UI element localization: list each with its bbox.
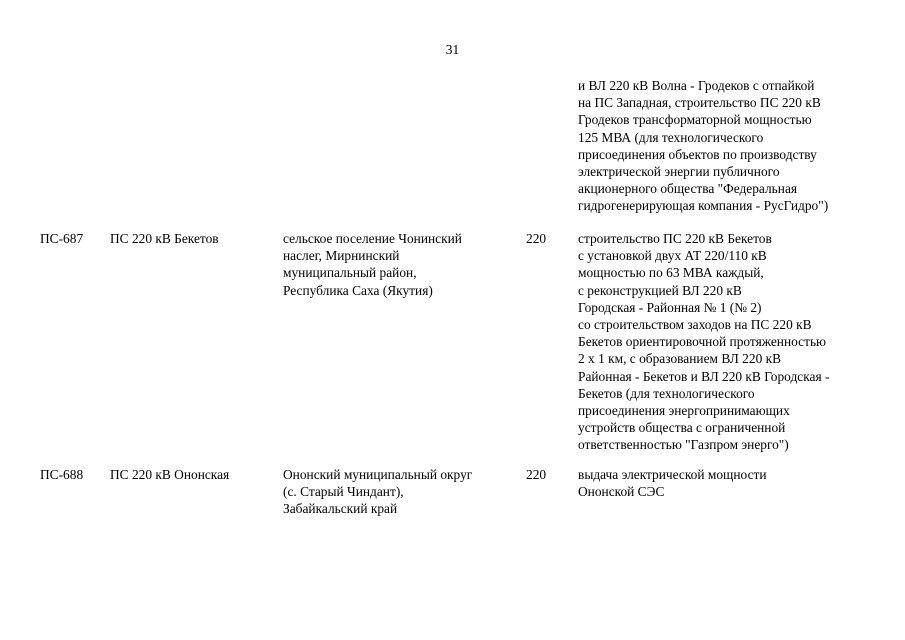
continuation-description <box>578 77 828 215</box>
description-line: мощностью по 63 МВА каждый, <box>578 265 764 281</box>
description-line: Бекетов ориентировочной протяженностью <box>578 334 827 350</box>
location-line: (с. Старый Чиндант), <box>283 484 404 500</box>
row-name: ПС 220 кВ Бекетов <box>110 231 219 246</box>
description-line: выдача электрической мощности <box>578 467 767 482</box>
description-line: и ВЛ 220 кВ Волна - Гродеков с отпайкой <box>578 78 815 93</box>
row-voltage: 220 <box>526 467 547 482</box>
description-line: присоединения энергопринимающих <box>578 403 790 419</box>
row-description <box>578 466 767 500</box>
location-line: Ононский муниципальный округ <box>283 467 473 482</box>
description-line: с установкой двух АТ 220/110 кВ <box>578 248 767 264</box>
description-line: Районная - Бекетов и ВЛ 220 кВ Городская - <box>578 368 830 384</box>
row-location <box>283 466 472 518</box>
row-name: ПС 220 кВ Ононская <box>110 467 230 482</box>
row-code: ПС-688 <box>40 467 84 482</box>
location-line: наслег, Мирнинский <box>283 248 400 264</box>
location-line: муниципальный район, <box>283 265 417 281</box>
description-line: Гродеков трансформаторной мощностью <box>578 112 812 128</box>
row-code: ПС-687 <box>40 231 84 246</box>
description-line: на ПС Западная, строительство ПС 220 кВ <box>578 95 821 111</box>
location-line: сельское поселение Чонинский <box>283 231 462 246</box>
description-line: со строительством заходов на ПС 220 кВ <box>578 317 812 333</box>
description-line: гидрогенерирующая компания - РусГидро") <box>578 198 829 214</box>
description-line: электрической энергии публичного <box>578 164 780 180</box>
location-line: Забайкальский край <box>283 501 398 517</box>
description-line: Бекетов (для технологического <box>578 385 755 401</box>
description-line: устройств общества с ограниченной <box>578 420 786 436</box>
row-location <box>283 230 462 299</box>
description-line: акционерного общества "Федеральная <box>578 181 798 197</box>
description-line: Ононской СЭС <box>578 484 665 500</box>
page-number: 31 <box>445 42 460 57</box>
description-line: присоединения объектов по производству <box>578 146 817 162</box>
description-line: с реконструкцией ВЛ 220 кВ <box>578 282 742 298</box>
description-line: 125 МВА (для технологического <box>578 129 764 145</box>
description-line: ответственностью "Газпром энерго") <box>578 437 789 453</box>
row-description <box>578 230 829 454</box>
description-line: строительство ПС 220 кВ Бекетов <box>578 231 772 246</box>
row-voltage: 220 <box>526 231 547 246</box>
description-line: 2 х 1 км, с образованием ВЛ 220 кВ <box>578 351 782 367</box>
location-line: Республика Саха (Якутия) <box>283 282 433 298</box>
description-line: Городская - Районная № 1 (№ 2) <box>578 299 762 315</box>
